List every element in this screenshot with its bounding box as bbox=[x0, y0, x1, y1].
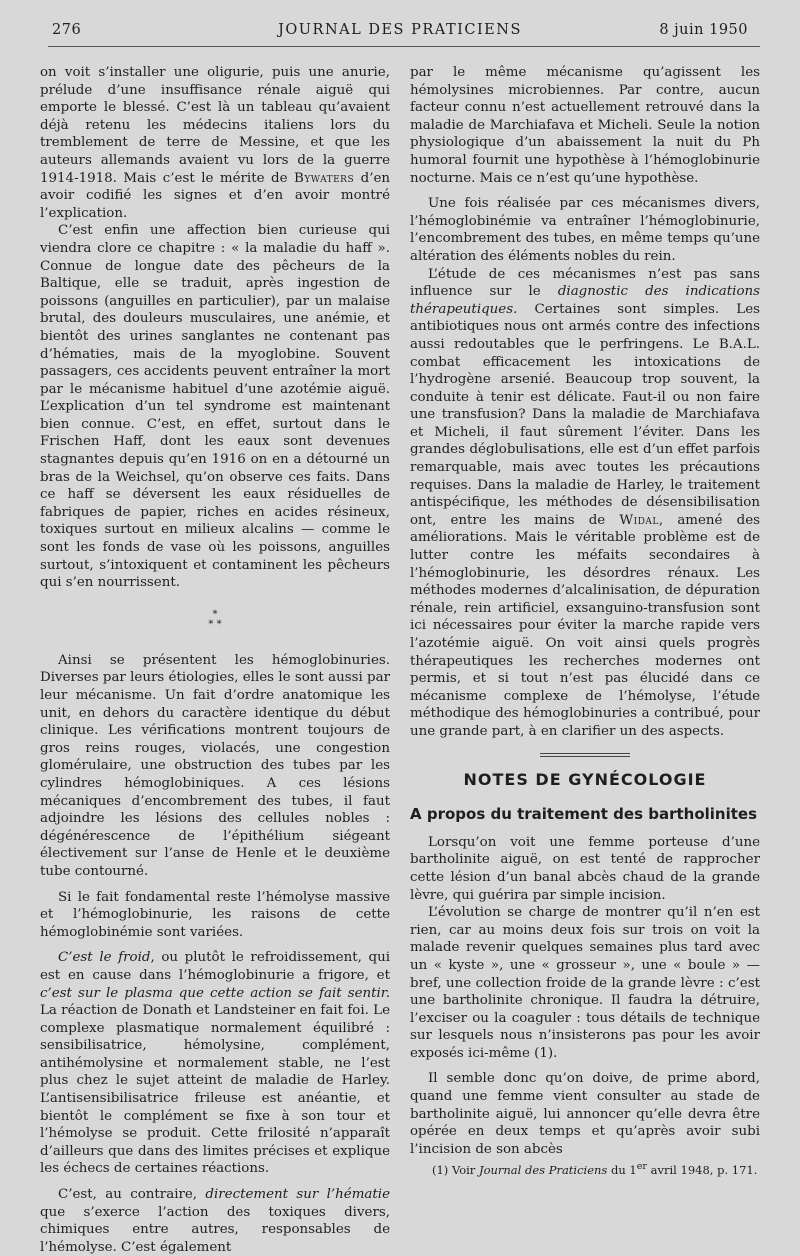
paragraph: C’est enfin une affection bien curieuse qui viendra clore ce chapitre : « la maladie du haff ». Connue de longue date des pêcheurs de la Baltique, elle se traduit, après ingestion de poissons (anguilles en particulier), par un malaise brutal, des douleurs musculaires, une anémie, et bientôt des urines sanglantes ne contenant pas d’hématies, mais de la myoglobine. Souvent passagers, ces accidents peuvent entraîner la mort par le mécanisme habituel d’une azotémie aiguë. L’explication d’un tel syndrome est maintenant bien connue. C’est, en effet, surtout dans le Frischen Haff, dont les eaux sont devenues stagnantes depuis qu’en 1916 on en a détourné un bras de la Weichsel, qu’on observe ces faits. Dans ce haff se déversent les eaux résiduelles de fabriques de papier, riches en acides résineux, toxiques surtout en milieux alcalins — comme le sont les fonds de vase où les poissons, anguilles surtout, s’intoxiquent et contaminent les pêcheurs qui s’en nourrissent. bbox=[40, 223, 390, 591]
footnote: (1) Voir Journal des Praticiens du 1er avril 1948, p. 171. bbox=[432, 1161, 758, 1178]
paragraph: Ainsi se présentent les hémoglobinuries. Diverses par leurs étiologies, elles le sont aussi par leur mécanisme. Un fait d’ordre anatomique les unit, en dehors du caractère identique du début clinique. Les vérifications montrent toujours de gros reins rouges, violacés, une congestion glomérulaire, une obstruction des tubes par les cylindres hémoglobiniques. A ces lésions mécaniques d’encombrement des tubes, il faut adjoindre les lésions des cellules nobles : dégénérescence de l’épithélium siégeant électivement sur l’anse de Henle et le deuxième tube contourné. bbox=[40, 652, 390, 879]
paragraph: Il semble donc qu’on doive, de prime abord, quand une femme vient consulter au stade de bartholinite aiguë, lui annoncer qu’elle devra être opérée en deux temps et qu’après avoir subi l’incision de son abcès bbox=[410, 1071, 760, 1157]
right-column bbox=[410, 64, 760, 1180]
paragraph: L’évolution se charge de montrer qu’il n’en est rien, car au moins deux fois sur trois on voit la malade revenir quelques semaines plus tard avec un « kyste », une « grosseur », une « boule » — bref, une collection froide de la grande lèvre : c’est une bartholinite chronique. Il faudra la détruire, l’exciser ou la coaguler : tous détails de technique sur lesquels nous n’insisterons pas pour les avoir exposés ici-même (1). bbox=[410, 905, 760, 1061]
section-rule bbox=[540, 753, 630, 757]
paragraph: L’étude de ces mécanismes n’est pas sans influence sur le diagnostic des indications thérapeutiques. Certaines sont simples. Les antibiotiques nous ont armés contre des infections aussi redoutables que le perfringens. Le B.A.L. combat efficacement les intoxications de l’hydrogène arsenié. Beaucoup trop souvent, la conduite à tenir est délicate. Faut-il ou non faire une transfusion? Dans la maladie de Marchiafava et Micheli, il faut sûrement l’éviter. Dans les grandes déglobulisations, elle est d’un effet parfois remarquable, mais avec toutes les précautions requises. Dans la maladie de Harley, le traitement antispécifique, les méthodes de désensibilisation ont, entre les mains de Widal, amené des améliorations. Mais le véritable problème est de lutter contre les méfaits secondaires à l’hémoglobinurie, les désordres rénaux. Les méthodes modernes d’alcalinisation, de dépuration rénale, rein artificiel, exsanguino-transfusion sont ici nécessaires pour éviter la marche rapide vers l’azotémie aiguë. On voit ainsi quels progrès thérapeutiques les recherches modernes ont permis, et si tout n’est pas élucidé dans ce mécanisme complexe de l’hémolyse, l’étude méthodique des hémoglobinuries a contribué, pour une grande part, à en clarifier un des aspects. bbox=[410, 266, 761, 739]
paragraph: C’est le froid, ou plutôt le refroidissement, qui est en cause dans l’hémoglobinurie a frigore, et c’est sur le plasma que cette action se fait sentir. La réaction de Donath et Landsteiner en fait foi. Le complexe plasmatique normalement équilibré : sensibilisatrice, hémolysine, complément, antihémolysine et normalement stable, ne l’est plus chez le sujet atteint de maladie de Harley. L’antisensibilisatrice frileuse est anéantie, et bientôt le complément se fixe à son tour et l’hémolyse se produit. Cette frilosité n’apparaît d’ailleurs que dans des limites précises et explique les échecs de certaines réactions. bbox=[40, 950, 390, 1177]
article-title: A propos du traitement des bartholinites bbox=[410, 805, 757, 824]
paragraph: Si le fait fondamental reste l’hémolyse massive et l’hémoglobinurie, les raisons de cette hémoglobinémie sont variées. bbox=[40, 889, 390, 940]
paragraph: C’est, au contraire, directement sur l’hématie que s’exerce l’action des toxiques divers, chimiques entre autres, responsables de l’hémolyse. C’est également bbox=[40, 1187, 390, 1255]
page-header bbox=[40, 22, 760, 46]
paragraph: on voit s’installer une oligurie, puis une anurie, prélude d’une insuffisance rénale aiguë qui emporte le blessé. C’est là un tableau qu’avaient déjà retenu les médecins italiens lors du tremblement de terre de Messine, et que les auteurs allemands avaient vu lors de la guerre 1914-1918. Mais c’est le mérite de Bywaters d’en avoir codifié les signes et d’en avoir montré l’explication. bbox=[40, 65, 390, 221]
paragraph: par le même mécanisme qu’agissent les hémolysines microbiennes. Par contre, aucun facteur connu n’est actuellement retrouvé dans la maladie de Marchiafava et Micheli. Seule la notion physiologique d’un abaissement la nuit du Ph humoral fournit une hypothèse à l’hémoglobinurie nocturne. Mais ce n’est qu’une hypothèse. bbox=[410, 65, 760, 186]
paragraph: Lorsqu’on voit une femme porteuse d’une bartholinite aiguë, on est tenté de rapprocher cette lésion d’un banal abcès chaud de la grande lèvre, qui guérira par simple incision. bbox=[410, 834, 760, 903]
header-rule bbox=[48, 46, 760, 47]
section-title: NOTES DE GYNÉCOLOGIE bbox=[463, 769, 707, 789]
paragraph: Une fois réalisée par ces mécanismes divers, l’hémoglobinémie va entraîner l’hémoglobinurie, l’encombrement des tubes, en même temps qu’une altération des éléments nobles du rein. bbox=[410, 196, 760, 264]
author-name: Bywaters bbox=[294, 170, 355, 186]
author-name: Widal bbox=[619, 512, 659, 528]
section-separator: * * * bbox=[208, 608, 222, 630]
page-number: 276 bbox=[52, 22, 82, 38]
journal-title: JOURNAL DES PRATICIENS bbox=[278, 22, 522, 38]
left-column bbox=[40, 64, 390, 1256]
issue-date: 8 juin 1950 bbox=[659, 22, 748, 38]
